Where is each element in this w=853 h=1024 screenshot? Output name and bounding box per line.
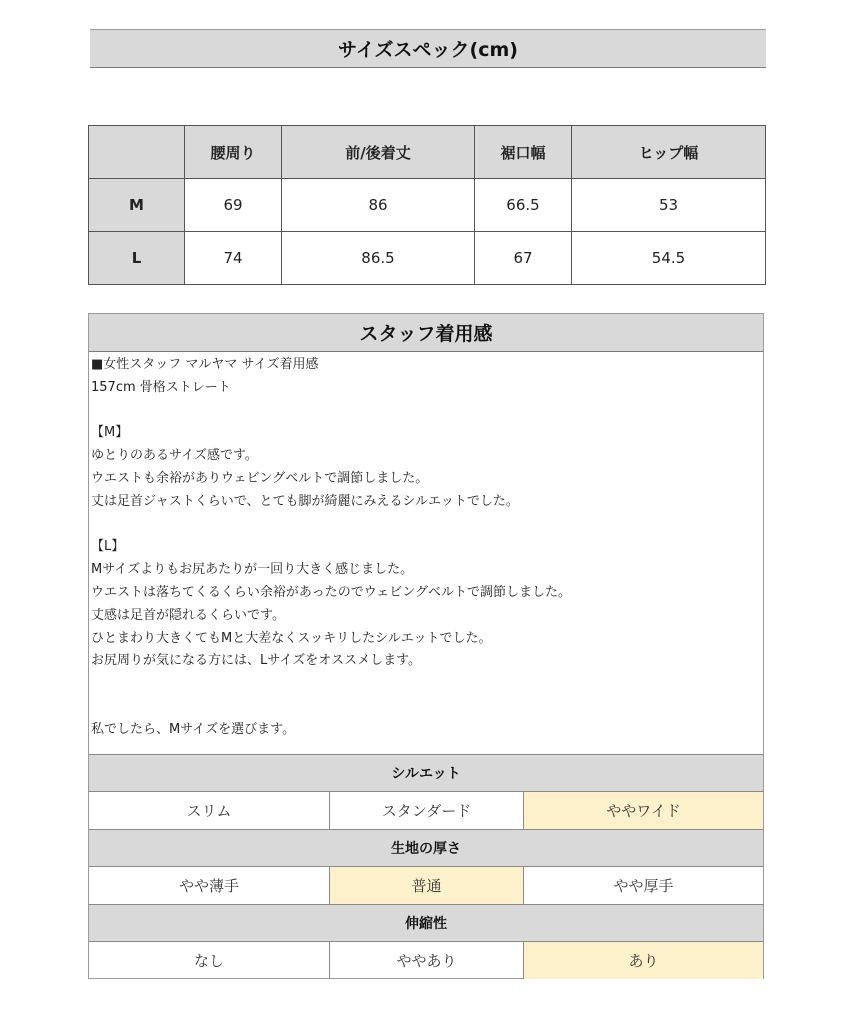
review-line: 157cm 骨格ストレート: [91, 379, 231, 395]
table-cell: 69: [185, 179, 282, 232]
header-hem-width: 裾口幅: [475, 126, 572, 179]
header-length: 前/後着丈: [282, 126, 475, 179]
table-cell: 54.5: [572, 232, 766, 285]
rating-option-selected: ややワイド: [524, 792, 763, 829]
rating-option: スリム: [89, 792, 330, 829]
header-corner: [89, 126, 185, 179]
size-spec-title: サイズスペック(cm): [90, 29, 766, 68]
rating-header-silhouette: シルエット: [89, 754, 763, 791]
rating-row-stretch: [89, 941, 763, 979]
review-line: ゆとりのあるサイズ感です。: [91, 448, 258, 464]
rating-option: ややあり: [330, 942, 524, 979]
size-spec-table: [88, 125, 766, 285]
review-line: 私でしたら、Mサイズを選びます。: [91, 721, 296, 737]
rating-option-selected: あり: [524, 942, 763, 979]
review-line: 丈感は足首が隠れるくらいです。: [91, 607, 285, 623]
table-row: [89, 179, 766, 232]
staff-review-text: [91, 354, 751, 742]
review-line: [91, 514, 751, 537]
size-label: L: [89, 232, 185, 285]
rating-header-thickness: 生地の厚さ: [89, 829, 763, 866]
review-line: 丈は足首ジャストくらいで、とても脚が綺麗にみえるシルエットでした。: [91, 493, 519, 509]
table-cell: 66.5: [475, 179, 572, 232]
table-cell: 53: [572, 179, 766, 232]
review-line: 【L】: [91, 539, 125, 555]
table-cell: 67: [475, 232, 572, 285]
review-line: Mサイズよりもお尻あたりが一回り大きく感じました。: [91, 562, 414, 578]
rating-option-selected: 普通: [330, 867, 524, 904]
rating-header-stretch: 伸縮性: [89, 904, 763, 941]
rating-row-thickness: [89, 866, 763, 904]
rating-option: スタンダード: [330, 792, 524, 829]
rating-row-silhouette: [89, 791, 763, 829]
rating-option: やや薄手: [89, 867, 330, 904]
review-line: ウエストは落ちてくるくらい余裕があったのでウェビングベルトで調節しました。: [91, 584, 571, 600]
header-waist: 腰周り: [185, 126, 282, 179]
table-row: [89, 232, 766, 285]
rating-option: なし: [89, 942, 330, 979]
review-line: [91, 696, 751, 719]
review-line: [91, 400, 751, 423]
review-line: ウエストも余裕がありウェビングベルトで調節しました。: [91, 470, 429, 486]
review-line: 【M】: [91, 425, 129, 441]
table-cell: 74: [185, 232, 282, 285]
review-line: [91, 673, 751, 696]
size-label: M: [89, 179, 185, 232]
header-hip-width: ヒップ幅: [572, 126, 766, 179]
review-line: ひとまわり大きくてもMと大差なくスッキリしたシルエットでした。: [91, 630, 492, 646]
review-line: お尻周りが気になる方には、Lサイズをオススメします。: [91, 653, 422, 669]
staff-review-title: スタッフ着用感: [89, 314, 763, 352]
review-line: ■女性スタッフ マルヤマ サイズ着用感: [91, 357, 319, 372]
table-cell: 86.5: [282, 232, 475, 285]
table-cell: 86: [282, 179, 475, 232]
rating-option: やや厚手: [613, 877, 674, 895]
staff-review-box: [88, 313, 764, 979]
table-header-row: [89, 126, 766, 179]
